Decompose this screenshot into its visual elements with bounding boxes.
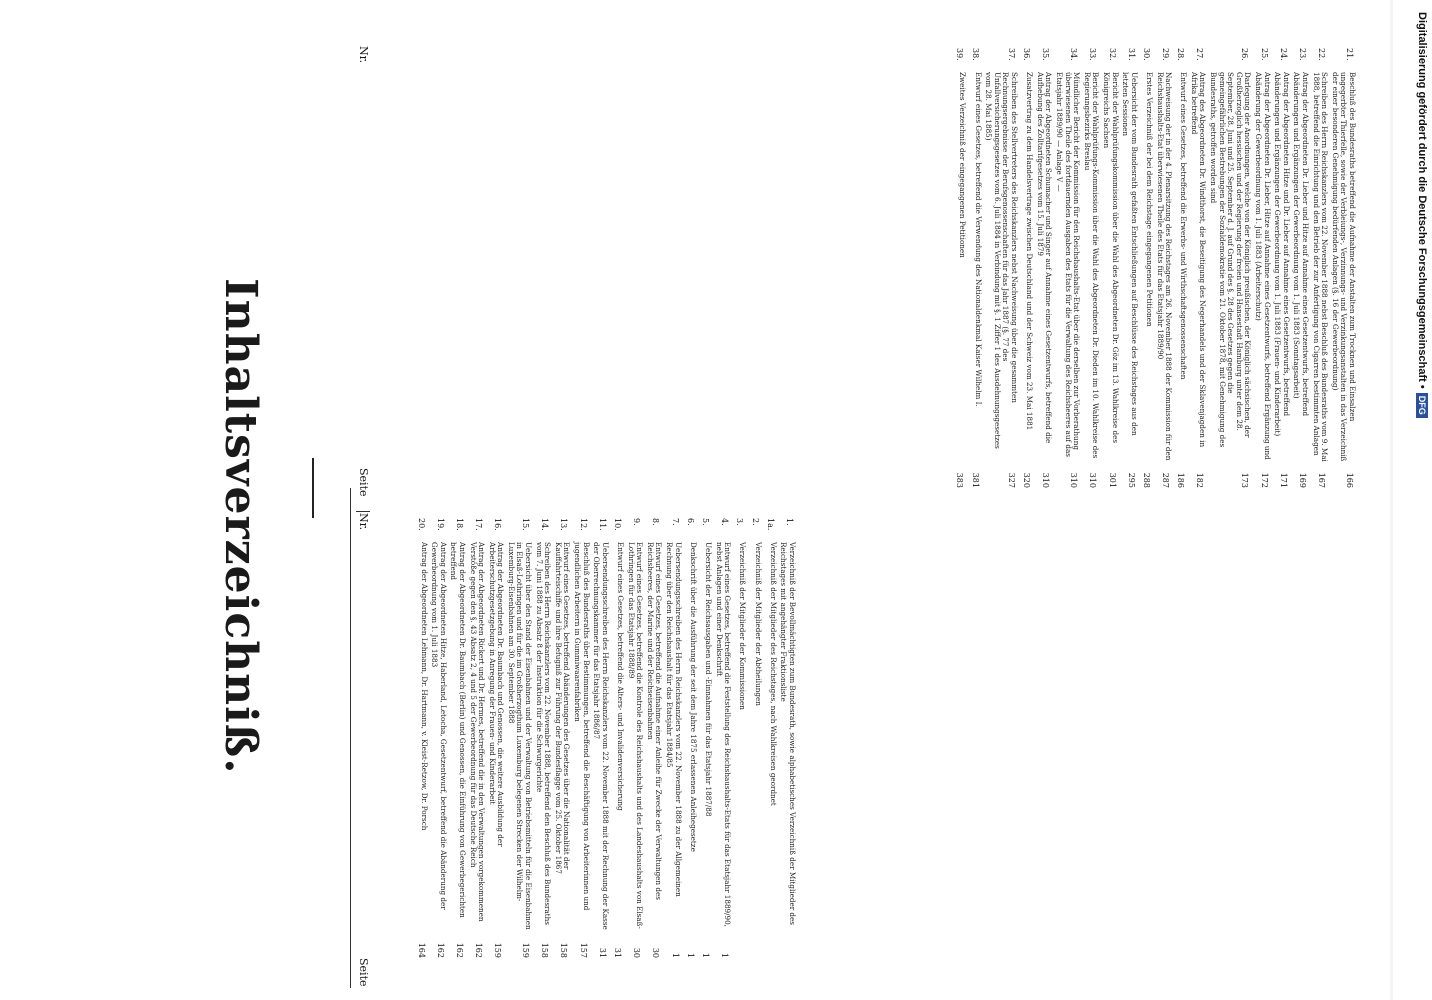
toc-entry (626, 518, 643, 958)
toc-entry-number: 39. (955, 48, 965, 61)
toc-entry-text: Schreiben des Herrn Reichskanzlers vom 22. November 1888, betreffend den Beschluß des Bundesraths vom 7. Juni 1888 zu Absatz 8 der Instruktion für die Schwurgerichte (534, 542, 553, 925)
toc-entry-page: 162 (474, 942, 484, 958)
toc-entry (611, 518, 624, 958)
toc-entry-number: 29. (1161, 48, 1171, 61)
toc-entry-number: 25. (1259, 48, 1269, 61)
toc-entry (764, 518, 777, 958)
toc-entry (714, 518, 731, 958)
toc-entry-text: Entwurf eines Gesetzes, betreffend die Kontrole des Reichshaushalts und des Landeshaushalts von Elsaß-Lothringen für das Etatsjahr 1888/89 (626, 542, 645, 929)
toc-entry-number: 13. (559, 518, 569, 531)
toc-entry-page: 182 (1195, 472, 1205, 488)
toc-entry-text: Beschluß des Bundesraths über Bestimmungen, betreffend die Beschäftigung von Arbeiterinnen und jugendlichen Arbeitern in Gummiwaarenfabriken (573, 542, 591, 911)
toc-entry (487, 518, 504, 958)
toc-entry-number: 22. (1317, 48, 1327, 61)
toc-entry-number: 27. (1195, 48, 1205, 61)
left-column-seite-header: Seite (357, 958, 370, 987)
toc-entry-text: Denkschrift über die Ausführung der seit dem Jahre 1875 erlassenen Anleihegesetze (688, 542, 698, 852)
toc-entry-page: 166 (1345, 472, 1354, 488)
toc-entry-text: Verzeichniß der Bevollmächtigten zum Bundesrath, sowie alphabetisches Verzeichniß der Mitglieder des Reichstages mit angehängter Fraktionsliste (779, 542, 797, 925)
toc-entry (553, 518, 570, 958)
toc-entry-page: 310 (1041, 472, 1051, 488)
toc-entry (1209, 48, 1252, 488)
toc-entry-page: 30 (632, 947, 642, 958)
toc-entry-number: 21. (1345, 48, 1354, 61)
toc-entry-page: 1 (685, 952, 695, 958)
toc-entry (953, 48, 966, 488)
toc-entry-page: 1 (670, 952, 680, 958)
right-column-entries (951, 48, 1356, 488)
toc-entry-page: 172 (1259, 472, 1269, 488)
toc-entry-text: Bericht der Wahlprüfungskommission über die Wahl des Abgeordneten Dr. Göz im 13. Wahlkreise des Königreichs Sachsen (1101, 72, 1120, 444)
toc-entry-text: Antrag des Abgeordneten Dr. Windthorst, die Beseitigung des Negerhandels und der Sklavenjagden in Afrika betreffend (1189, 72, 1208, 448)
toc-entry-text: Beschluß des Bundesraths betreffend die Aufnahme der Anstalten zum Trocknen und Einsalzen ungegerbter Thierfelle, sowie der Verbleiungs-, Verzinnungs- und Verzinkungsanstalten in das Verzeichniß der einer besonderen Genehmigung bedürfenden Anlagen (§. 16 der Gewerbeordnung) (1330, 72, 1357, 462)
toc-entry-number: 6. (685, 518, 695, 526)
toc-entry-number: 36. (1022, 48, 1032, 61)
dfg-funding-note (1416, 12, 1428, 418)
toc-entry-page: 173 (1240, 472, 1250, 488)
toc-entry-number: 23. (1298, 48, 1308, 61)
toc-entry-number: 24. (1278, 48, 1288, 61)
page-title: Inhaltsverzeichniß. (215, 278, 266, 775)
toc-entry-page: 159 (521, 942, 531, 958)
toc-entry-text: Verzeichniß der Mitglieder des Reichstages, nach Wahlkreisen geordnet (768, 542, 778, 806)
toc-entry-number: 10. (613, 518, 623, 531)
toc-entry-page: 295 (1126, 472, 1136, 488)
toc-entry-number: 17. (474, 518, 484, 531)
toc-entry-text: Zweites Verzeichniß der eingegangenen Petitionen (958, 72, 968, 258)
title-divider (312, 458, 314, 518)
toc-entry-page: 186 (1176, 472, 1186, 488)
toc-entry (645, 518, 662, 958)
toc-entry-text: Darlegung der Anordnungen, welche von der Königlich preußischen, der Königlich sächsischen, der Großherzoglich hessischen und der Regierung der freien und Hansestadt Hamburg unter dem 28. September, 28. Juni und 25. September d. J. auf Grund des §. 28 des Gesetzes gegen die gemeingefährlichen Bestrebungen der Sozialdemokratie vom 21. Oktober 1878, mit Genehmigung des Bundesraths, getroffen worden sind (1209, 72, 1253, 448)
toc-entry-text: Antrag der Abgeordneten Lehmann, Dr. Hartmann, v. Kleist-Retzow, Dr. Porsch (419, 542, 429, 831)
toc-entry (449, 518, 466, 958)
toc-entry-text: Zusatzvertrag zu dem Handelsvertrage zwischen Deutschland und der Schweiz vom 23. Mai 1881 (1025, 72, 1035, 431)
toc-entry-page: 169 (1298, 472, 1308, 488)
toc-entry-text: Entwurf eines Gesetzes, betreffend die Aufnahme einer Anleihe für Zwecke der Verwaltungen des Reichsheeres, der Marine und der Reichseisenbahnen (645, 542, 664, 900)
toc-entry (534, 518, 551, 958)
toc-entry-page: 301 (1107, 472, 1117, 488)
toc-entry-number: 18. (454, 518, 464, 531)
toc-entry-text: Mündlicher Bericht der Kommission für den Reichshaushalts-Etat über die derselben zur Vorberathung überwiesenen Theile des fortdauernden Ausgaben des Etats für die Verwaltung des Reichsheeres auf das Etatsjahr 1889/90 — Anlage V — (1054, 72, 1082, 457)
toc-entry-number: 26. (1240, 48, 1250, 61)
left-column-top-rule (356, 511, 370, 512)
toc-entry-page: 381 (970, 472, 980, 488)
toc-entry (968, 48, 981, 488)
toc-entry-text: Antrag der Abgeordneten Dr. Lieber und Hitze auf Annahme eines Gesetzentwurfs, betreffend Abänderungen und Ergänzungen der Gewerbeordnung vom 1. Juli 1883 (Sonntagsarbeit) (1292, 72, 1311, 417)
toc-entry-page: 31 (613, 947, 623, 958)
toc-entry-number: 1a. (765, 518, 775, 531)
toc-entry-text: Entwurf eines Gesetzes, betreffend Abänderungen des Gesetzes über die Nationalität der Kauffahrteischiffe und ihre Befugniß zur Führung der Bundesflagge vom 25. Oktober 1867 (553, 542, 572, 874)
toc-entry-page: 167 (1317, 472, 1327, 488)
toc-entry-number: 9. (632, 518, 642, 526)
left-column-nr-header: Nr. (357, 513, 370, 531)
toc-entry-number: 16. (493, 518, 503, 531)
right-column-nr-header: Nr. (357, 46, 370, 64)
toc-entry-text: Schreiben des Stellvertreters des Reichskanzlers nebst Nachweisung über die gesammten Rechnungsergebnisse der Berufsgenossenschaften für das Jahr 1887 (§. 77 des Unfallversicherungsgesetzes vom 6. Juli 1884 in Verbindung mit §. 1 Ziffer 1 des Ausdehnungsgesetzes vom 28. Mai 1885) (984, 72, 1019, 449)
toc-entry-text: Antrag der Abgeordneten Hitze, Haberland, Letocha, Gesetzentwurf, betreffend die Abänderung der Gewerbeordnung vom 1. Juli 1883 (430, 542, 448, 910)
toc-entry (1035, 48, 1052, 488)
toc-entry (1155, 48, 1172, 488)
toc-entry (684, 518, 697, 958)
toc-entry-page: 162 (454, 942, 464, 958)
toc-entry (1174, 48, 1187, 488)
toc-entry-page: 383 (955, 472, 965, 488)
toc-entry-page: 1 (720, 952, 730, 958)
toc-entry-number: 4. (720, 518, 730, 526)
toc-entry-number: 20. (416, 518, 426, 531)
dfg-funding-text: Digitalisierung gefördert durch die Deutsche Forschungsgemeinschaft • (1416, 12, 1428, 389)
toc-entry-number: 38. (970, 48, 980, 61)
toc-entry-text: Nachweisung der in der 4. Plenarsitzung des Reichstages am 26. November 1888 der Kommission für den Reichshaushalts-Etat überwiesenen Theile des Etats für das Etatsjahr 1889/90 (1155, 72, 1174, 461)
toc-entry (506, 518, 532, 958)
toc-entry-page: 30 (651, 947, 661, 958)
toc-entry-text: Entwurf eines Gesetzes, betreffend die Erwerbs- und Wirthschaftsgenossenschaften (1179, 72, 1189, 380)
toc-entry (468, 518, 485, 958)
toc-entry-number: 32. (1107, 48, 1117, 61)
toc-entry-page: 164 (416, 942, 426, 958)
toc-entry-number: 12. (578, 518, 588, 531)
toc-entry-text: Uebersicht über den Stand der Eisenbahnen und der Verwaltung von Betriebsmitteln für die Eisenbahnen in Elsaß-Lothringen und für die im Großherzogthum Luxemburg belegenen Strecken der Wilhelm-Luxemburg-Eisenbahnen am 30. September 1888 (506, 542, 534, 930)
toc-entry-number: 31. (1126, 48, 1136, 61)
toc-entry-number: 35. (1041, 48, 1051, 61)
toc-entry-number: 19. (435, 518, 445, 531)
toc-entry-number: 11. (597, 518, 607, 531)
toc-entry (1082, 48, 1099, 488)
toc-entry (1330, 48, 1356, 488)
toc-entry-number: 1. (785, 518, 794, 526)
toc-entry-text: Antrag der Abgeordneten Rickert und Dr. Hermes, betreffend die in den Verwaltungen vorgekommenen Verstöße gegen den §. 43 Absatz 2, 4 und 5 der Gewerbeordnung für das Deutsche Reich (468, 542, 487, 922)
toc-entry (1020, 48, 1033, 488)
toc-entry-number: 28. (1176, 48, 1186, 61)
toc-entry-page: 310 (1069, 472, 1079, 488)
toc-entry-text: Antrag der Abgeordneten Schumacher und Singer auf Annahme eines Gesetzentwurfs, betreffend die Aufhebung des Zolltarifgesetzes vom 15. Juli 1879 (1035, 72, 1054, 444)
toc-entry-number: 2. (750, 518, 760, 526)
toc-entry (1054, 48, 1080, 488)
toc-entry-number: 30. (1141, 48, 1151, 61)
toc-entry (572, 518, 589, 958)
toc-entry-page: 1 (701, 952, 711, 958)
toc-entry-page: 158 (540, 942, 550, 958)
toc-entry-text: Uebersicht der vom Bundesrath gefaßten Entschließungen auf Beschlüsse des Reichstages aus den letzten Sessionen (1121, 72, 1139, 436)
toc-entry-text: Antrag der Abgeordneten Dr. Lieber, Hitze auf Annahme eines Gesetzentwurfs, betreffend Ergänzung und Abänderung der Gewerbeordnung vom 1. Juli 1883 (Arbeiterschutz) (1254, 72, 1272, 460)
toc-entry-text: Erstes Verzeichniß der bei dem Reichstage eingegangenen Petitionen (1144, 72, 1154, 327)
toc-entry-page: 288 (1141, 472, 1151, 488)
toc-entry-number: 34. (1069, 48, 1079, 61)
toc-entry (1273, 48, 1290, 488)
toc-entry-page: 320 (1022, 472, 1032, 488)
left-column-entries (412, 518, 796, 958)
toc-entry-number: 7. (670, 518, 680, 526)
toc-entry (699, 518, 712, 958)
toc-entry-number: 5. (701, 518, 711, 526)
toc-entry-page: 159 (493, 942, 503, 958)
toc-entry (733, 518, 746, 958)
toc-entry (984, 48, 1018, 488)
toc-entry-text: Antrag der Abgeordneten Dr. Baumbach (Berlin) und Genossen, die Einführung von Gewerbegerichten betreffend (449, 542, 467, 918)
toc-entry-text: Uebersendungsschreiben des Herrn Reichskanzlers vom 22. November 1888 mit der Rechnung der Kasse der Oberrechnungskammer für das Etatsjahr 1886/87 (592, 542, 610, 930)
toc-entry-text: Entwurf eines Gesetzes, betreffend die Feststellung des Reichshaushalts-Etats für das Etatsjahr 1889/90, nebst Anlagen und einer Denkschrift (714, 542, 733, 927)
toc-entry-page: 158 (559, 942, 569, 958)
toc-entry-text: Entwurf eines Gesetzes, betreffend die Alters- und Invalidenversicherung (616, 542, 626, 811)
toc-entry-text: Uebersendungsschreiben des Herrn Reichskanzlers vom 22. November 1888 zu der Allgemeinen Rechnung über den Reichshaushalt für das Etatsjahr 1884/85 (665, 542, 683, 897)
toc-entry (1121, 48, 1138, 488)
column-divider (350, 488, 351, 988)
toc-entry (779, 518, 796, 958)
toc-entry-text: Bericht der Wahlprüfungs-Kommission über die Wahl des Abgeordneten Dr. Dieden im 10. Wahlkreise des Regierungsbezirks Breslau (1082, 72, 1101, 459)
toc-entry (1101, 48, 1118, 488)
toc-entry-page: 31 (597, 947, 607, 958)
toc-entry-number: 8. (651, 518, 661, 526)
toc-entry-text: Antrag der Abgeordneten Dr. Baumbach und Genossen, die weitere Ausbildung der Arbeiterschutzgesetzgebung in Anregung der Frauen- und Kinderarbeit (487, 542, 506, 847)
dfg-logo: DFG (1416, 393, 1428, 418)
toc-entry-page: 310 (1088, 472, 1098, 488)
toc-entry (1311, 48, 1328, 488)
toc-entry-text: Entwurf eines Gesetzes, betreffend die Verwendung des Nationaldenkmal Kaiser Wilhelm I. (973, 72, 983, 407)
toc-entry-page: 162 (435, 942, 445, 958)
toc-entry-text: Verzeichniß der Mitglieder der Kommissionen (738, 542, 748, 710)
toc-entry-page: 171 (1278, 472, 1288, 488)
right-column-seite-header: Seite (357, 468, 370, 497)
toc-entry (1189, 48, 1206, 488)
toc-entry-number: 33. (1088, 48, 1098, 61)
toc-entry-number: 3. (735, 518, 745, 526)
toc-entry (1253, 48, 1270, 488)
toc-entry (1140, 48, 1153, 488)
toc-entry-text: Antrag der Abgeordneten Hitze und Dr. Lieber auf Annahme eines Gesetzentwurfs, betreffend Abänderungen und Ergänzungen der Gewerbeordnung vom 1. Juli 1883 (Frauen- und Kinderarbeit) (1273, 72, 1291, 437)
toc-entry (664, 518, 681, 958)
toc-entry-number: 37. (1006, 48, 1016, 61)
toc-entry-text: Uebersicht der Reichsausgaben und -Einnahmen für das Etatsjahr 1887/88 (704, 542, 714, 817)
toc-entry (430, 518, 447, 958)
toc-entry-text: Schreiben des Herrn Reichskanzlers vom 22. November 1888 nebst Beschluß des Bundesraths vom 9. Mai 1888, betreffend die Einrichtung und den Betrieb der zur Anfertigung von Cigarren bestimmten Anlagen (1311, 72, 1330, 462)
toc-entry (748, 518, 761, 958)
toc-entry-number: 14. (540, 518, 550, 531)
toc-entry (414, 518, 427, 958)
toc-entry (592, 518, 609, 958)
toc-entry-page: 287 (1161, 472, 1171, 488)
toc-entry-number: 15. (521, 518, 531, 531)
toc-entry-page: 327 (1006, 472, 1016, 488)
toc-entry-page: 157 (578, 942, 588, 958)
toc-entry-text: Verzeichniß der Mitglieder der Abtheilungen (753, 542, 763, 706)
document-page (215, 28, 1396, 994)
toc-entry (1292, 48, 1309, 488)
